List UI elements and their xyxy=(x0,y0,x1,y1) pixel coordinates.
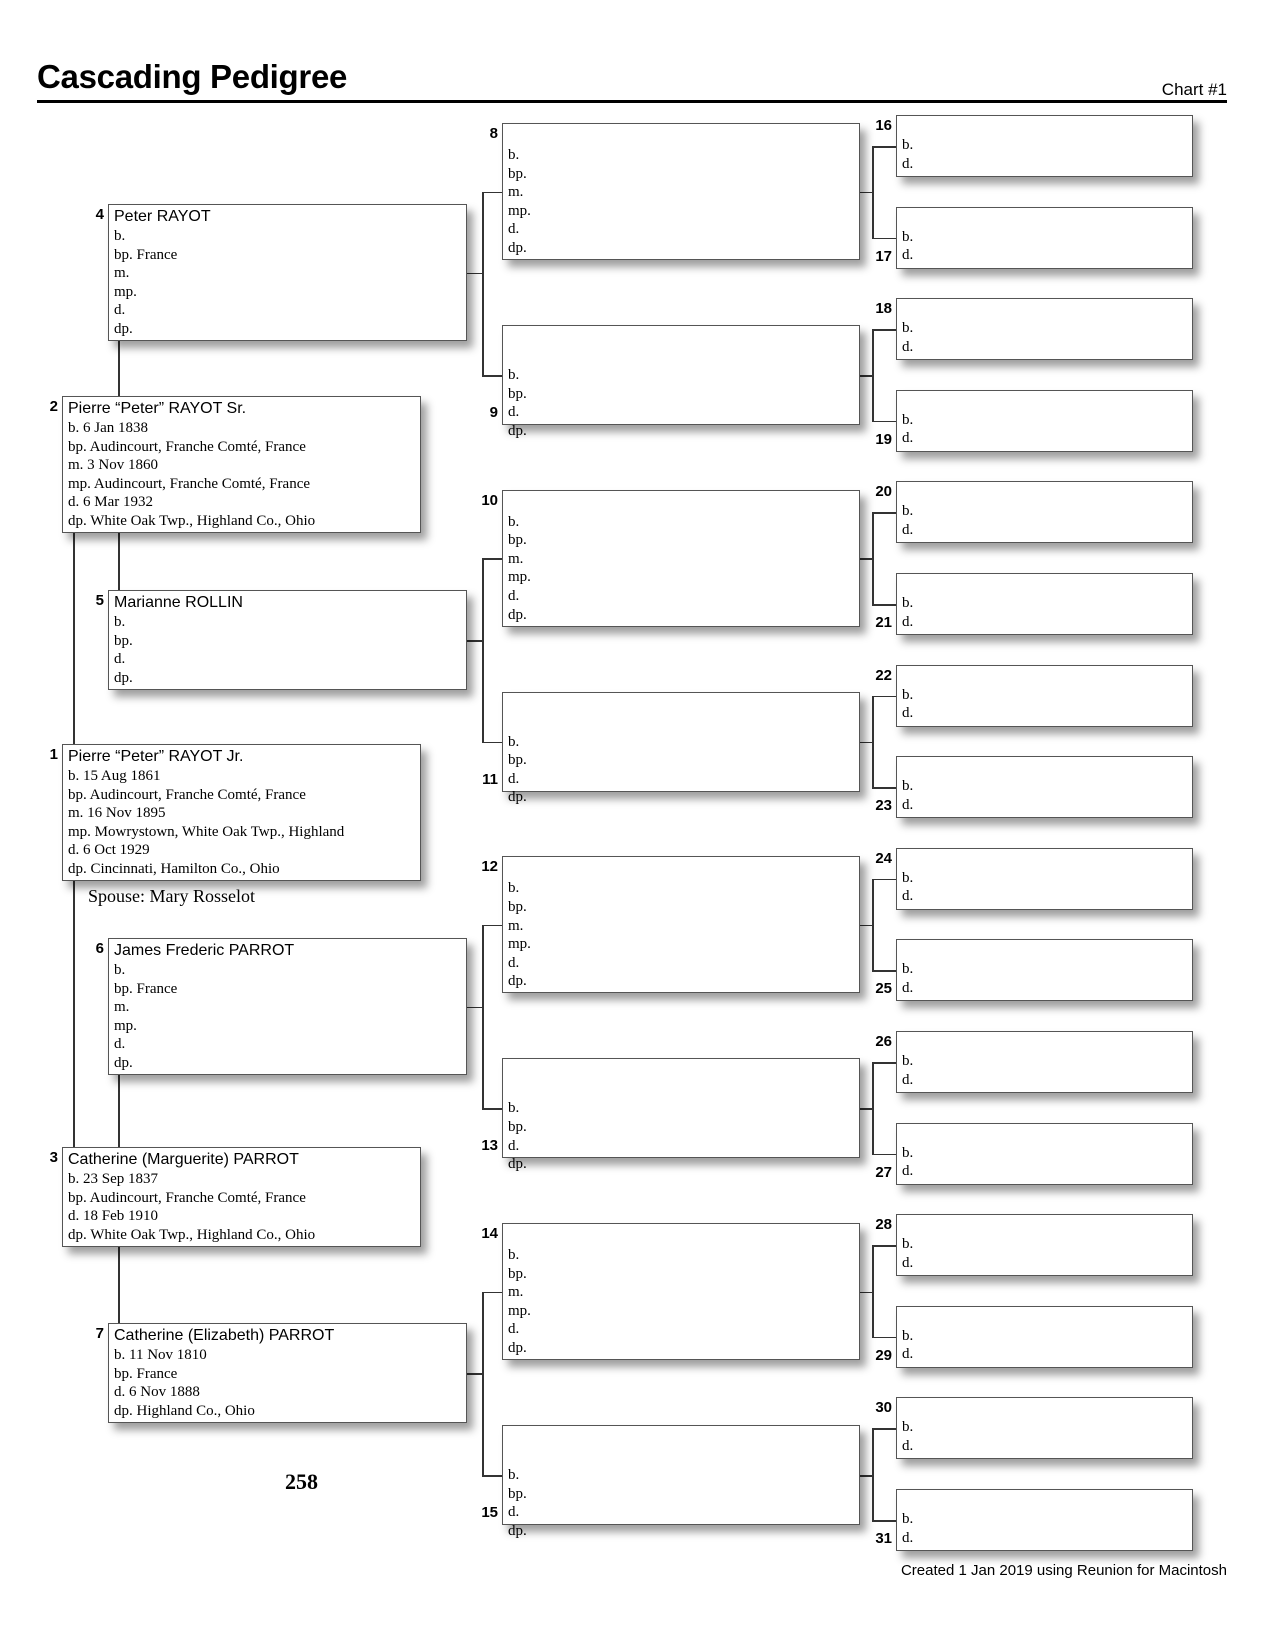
connector-h xyxy=(467,1373,482,1375)
connector-h xyxy=(482,558,502,560)
person-box-8[interactable] xyxy=(502,123,860,260)
person-detail-line: mp. Mowrystown, White Oak Twp., Highland xyxy=(68,823,345,840)
person-name xyxy=(508,328,859,366)
person-detail-line: b. xyxy=(114,962,126,978)
connector-2-4 xyxy=(118,341,120,396)
ahnentafel-number: 20 xyxy=(875,483,892,501)
person-detail-line: b. xyxy=(902,961,914,978)
person-detail-line: d. xyxy=(902,1529,914,1546)
person-box-3[interactable] xyxy=(62,1147,421,1247)
ahnentafel-number: 26 xyxy=(875,1033,892,1050)
person-name xyxy=(508,1226,859,1246)
person-box-7[interactable] xyxy=(108,1323,467,1423)
connector-h xyxy=(467,1007,482,1009)
person-detail-line: mp. Audincourt, Franche Comté, France xyxy=(68,475,311,492)
person-detail-line: bp. Audincourt, Franche Comté, France xyxy=(68,786,306,803)
ahnentafel-number: 27 xyxy=(875,1163,892,1181)
person-box-19[interactable] xyxy=(896,390,1193,452)
connector-h xyxy=(467,273,482,275)
connector-h xyxy=(482,925,502,927)
person-name xyxy=(902,668,1192,686)
person-detail-line: d. xyxy=(902,796,914,813)
person-name xyxy=(902,576,1192,594)
footer-credit: Created 1 Jan 2019 using Reunion for Macintosh xyxy=(900,1562,1227,1579)
person-detail-line: b. xyxy=(902,1327,914,1344)
ahnentafel-number: 12 xyxy=(481,858,498,876)
person-detail-line: d. xyxy=(902,430,914,447)
person-detail-line: bp. xyxy=(508,1265,527,1282)
person-detail-line: b. xyxy=(902,869,914,886)
person-detail-line: d. xyxy=(902,613,914,630)
person-detail-line: d. xyxy=(902,705,914,722)
person-detail-line: dp. xyxy=(508,973,527,990)
chart-number: Chart #1 xyxy=(1161,80,1227,99)
person-detail-line: dp. xyxy=(508,1340,527,1357)
connector-h xyxy=(860,558,872,560)
connector-h xyxy=(860,925,872,927)
person-box-10[interactable] xyxy=(502,490,860,627)
person-detail-line: bp. France xyxy=(114,980,178,997)
person-detail-line: mp. xyxy=(508,1302,531,1319)
person-detail-line: b. xyxy=(902,1053,914,1069)
person-detail-line: m. xyxy=(508,1284,524,1301)
person-detail-line: b. xyxy=(902,1419,914,1436)
person-detail-line: d. xyxy=(508,588,520,605)
person-detail-line: d. xyxy=(508,404,520,421)
ahnentafel-number: 14 xyxy=(481,1225,498,1243)
ahnentafel-number: 3 xyxy=(49,1149,58,1166)
connector-h xyxy=(860,1108,872,1110)
connector-h xyxy=(482,742,502,744)
connector-h xyxy=(872,604,896,606)
person-name xyxy=(902,118,1192,136)
person-detail-line: b. 11 Nov 1810 xyxy=(114,1347,207,1363)
person-detail-line: b. xyxy=(508,1467,520,1484)
person-detail-line: b. 6 Jan 1838 xyxy=(68,420,148,436)
connector-h xyxy=(860,375,872,377)
ahnentafel-number: 13 xyxy=(481,1137,498,1155)
connector-h xyxy=(872,1337,896,1339)
ahnentafel-number: 30 xyxy=(875,1399,892,1417)
connector-h xyxy=(872,787,896,789)
person-name xyxy=(902,210,1192,228)
ahnentafel-number: 11 xyxy=(482,770,498,788)
person-detail-line: b. xyxy=(902,411,914,428)
person-detail-line: bp. xyxy=(508,532,527,549)
connector-h xyxy=(482,375,502,377)
ahnentafel-number: 1 xyxy=(49,746,58,763)
person-detail-line: d. xyxy=(508,954,520,971)
person-box-28[interactable] xyxy=(896,1214,1193,1276)
person-detail-line: bp. xyxy=(114,632,133,649)
person-name xyxy=(902,942,1192,960)
header-rule xyxy=(37,100,1227,103)
ahnentafel-number: 4 xyxy=(95,206,104,223)
person-name xyxy=(508,1061,859,1099)
connector-h xyxy=(872,1428,896,1430)
connector-h xyxy=(872,1520,896,1522)
person-detail-line: b. xyxy=(902,778,914,795)
person-detail-line: b. xyxy=(508,147,520,163)
person-box-30[interactable] xyxy=(896,1397,1193,1459)
ahnentafel-number: 7 xyxy=(95,1325,104,1342)
connector-h xyxy=(872,1154,896,1156)
spouse-note: Spouse: Mary Rosselot xyxy=(88,886,256,906)
person-detail-line: d. xyxy=(508,1504,520,1521)
ahnentafel-number: 23 xyxy=(875,797,892,815)
person-detail-line: d. xyxy=(114,1036,126,1053)
person-detail-line: b. xyxy=(508,367,520,383)
person-detail-line: dp. xyxy=(508,789,527,806)
connector-h xyxy=(482,1292,502,1294)
person-box-31[interactable] xyxy=(896,1489,1193,1551)
ahnentafel-number: 29 xyxy=(875,1346,892,1364)
person-detail-line: b. xyxy=(902,320,914,337)
person-name xyxy=(902,1309,1192,1327)
person-detail-line: bp. xyxy=(508,1118,527,1135)
person-detail-line: b. xyxy=(902,686,914,703)
person-name xyxy=(902,1034,1192,1052)
person-detail-line: b. xyxy=(902,1144,914,1161)
person-detail-line: dp. xyxy=(508,1522,527,1539)
person-name xyxy=(508,126,859,146)
person-name xyxy=(508,859,859,879)
person-name xyxy=(508,695,859,733)
person-detail-line: dp. White Oak Twp., Highland Co., Ohio xyxy=(68,512,316,529)
person-detail-line: bp. Audincourt, Franche Comté, France xyxy=(68,438,306,455)
person-detail-line: mp. xyxy=(114,1017,137,1034)
connector-h xyxy=(482,1108,502,1110)
person-name xyxy=(902,393,1192,411)
person-box-4[interactable] xyxy=(108,204,467,341)
person-box-27[interactable] xyxy=(896,1123,1193,1185)
person-detail-line: mp. xyxy=(114,283,137,300)
person-detail-line: dp. xyxy=(114,320,133,337)
person-detail-line: b. xyxy=(902,595,914,611)
ahnentafel-number: 6 xyxy=(95,940,104,957)
ahnentafel-number: 10 xyxy=(481,491,498,509)
person-detail-line: dp. xyxy=(114,669,133,686)
connector-v xyxy=(872,696,874,788)
person-box-22[interactable] xyxy=(896,665,1193,727)
ahnentafel-number: 25 xyxy=(875,980,892,998)
person-detail-line: dp. Cincinnati, Hamilton Co., Ohio xyxy=(68,860,280,877)
connector-h xyxy=(860,1292,872,1294)
person-detail-line: b. xyxy=(508,513,520,530)
person-detail-line: b. xyxy=(114,228,126,244)
person-name: Catherine (Marguerite) PARROT xyxy=(68,1151,299,1168)
connector-h xyxy=(860,192,872,194)
connector-v xyxy=(482,1292,484,1476)
connector-h xyxy=(872,238,896,240)
person-detail-line: d. xyxy=(508,221,520,238)
connector-h xyxy=(872,696,896,698)
person-detail-line: d. xyxy=(902,1071,914,1088)
person-detail-line: dp. Highland Co., Ohio xyxy=(114,1402,255,1419)
person-detail-line: bp. xyxy=(508,165,527,182)
person-name xyxy=(508,1428,859,1466)
page-number: 258 xyxy=(285,1469,318,1494)
person-name: Peter RAYOT xyxy=(114,208,211,225)
connector-v xyxy=(872,879,874,971)
person-box-15[interactable] xyxy=(502,1425,860,1539)
ahnentafel-number: 9 xyxy=(489,404,498,421)
person-detail-line: b. xyxy=(508,1247,520,1264)
person-name xyxy=(902,301,1192,319)
ahnentafel-number: 28 xyxy=(875,1216,892,1234)
person-name: Pierre “Peter” RAYOT Jr. xyxy=(68,748,244,765)
ahnentafel-number: 21 xyxy=(875,614,892,631)
person-name: Catherine (Elizabeth) PARROT xyxy=(114,1327,335,1344)
page-title: Cascading Pedigree xyxy=(37,58,348,95)
person-box-24[interactable] xyxy=(896,848,1193,910)
ahnentafel-number: 22 xyxy=(875,666,892,684)
person-detail-line: d. xyxy=(508,1137,520,1154)
person-detail-line: b. xyxy=(902,503,914,520)
person-detail-line: b. 23 Sep 1837 xyxy=(68,1171,158,1187)
person-box-29[interactable] xyxy=(896,1306,1193,1368)
ahnentafel-number: 24 xyxy=(875,849,892,867)
person-box-12[interactable] xyxy=(502,856,860,993)
person-detail-line: b. xyxy=(902,1511,914,1527)
person-name: Marianne ROLLIN xyxy=(114,594,243,611)
connector-v xyxy=(482,558,484,742)
person-detail-line: d. xyxy=(902,338,914,355)
connector-3-6 xyxy=(118,1075,120,1147)
connector-3-7 xyxy=(118,1247,120,1323)
person-detail-line: d. xyxy=(902,888,914,905)
person-box-5[interactable] xyxy=(108,590,467,690)
connector-h xyxy=(872,329,896,331)
connector-h xyxy=(467,640,482,642)
person-detail-line: dp. xyxy=(508,239,527,256)
person-detail-line: bp. Audincourt, Franche Comté, France xyxy=(68,1189,306,1206)
person-detail-line: mp. xyxy=(508,569,531,586)
ahnentafel-number: 2 xyxy=(49,398,58,415)
person-detail-line: d. 6 Nov 1888 xyxy=(114,1384,200,1401)
person-detail-line: d. xyxy=(902,1254,914,1271)
person-box-26[interactable] xyxy=(896,1031,1193,1093)
person-name xyxy=(902,851,1192,869)
ahnentafel-number: 18 xyxy=(875,300,892,318)
person-detail-line: m. xyxy=(114,999,130,1016)
person-name xyxy=(902,1217,1192,1235)
person-box-13[interactable] xyxy=(502,1058,860,1173)
ahnentafel-number: 17 xyxy=(875,247,892,265)
person-detail-line: d. xyxy=(508,1321,520,1338)
connector-v xyxy=(482,925,484,1109)
person-detail-line: d. xyxy=(902,521,914,538)
person-detail-line: dp. xyxy=(114,1054,133,1071)
person-detail-line: d. xyxy=(508,770,520,787)
person-detail-line: b. 15 Aug 1861 xyxy=(68,768,161,784)
connector-h xyxy=(872,1062,896,1064)
connector-v xyxy=(872,1245,874,1337)
ahnentafel-number: 5 xyxy=(95,592,104,609)
person-detail-line: d. xyxy=(902,155,914,172)
person-box-25[interactable] xyxy=(896,939,1193,1001)
person-box-20[interactable] xyxy=(896,481,1193,543)
connector-v xyxy=(872,512,874,604)
connector-v xyxy=(482,192,484,376)
person-detail-line: b. xyxy=(508,1100,520,1117)
person-detail-line: b. xyxy=(508,880,520,897)
person-name xyxy=(902,759,1192,777)
person-box-18[interactable] xyxy=(896,298,1193,360)
connector-h xyxy=(872,879,896,881)
person-detail-line: bp. xyxy=(508,385,527,402)
person-detail-line: m. 3 Nov 1860 xyxy=(68,457,158,474)
person-box-23[interactable] xyxy=(896,756,1193,818)
person-box-1[interactable] xyxy=(62,744,421,881)
person-detail-line: dp. xyxy=(508,422,527,439)
connector-v xyxy=(872,1062,874,1154)
person-detail-line: d. xyxy=(902,1437,914,1454)
person-box-21[interactable] xyxy=(896,573,1193,635)
connector-h xyxy=(482,192,502,194)
ahnentafel-number: 15 xyxy=(481,1504,498,1522)
person-name: Pierre “Peter” RAYOT Sr. xyxy=(68,400,247,417)
person-detail-line: d. 6 Oct 1929 xyxy=(68,842,150,859)
person-detail-line: bp. France xyxy=(114,246,178,263)
person-box-14[interactable] xyxy=(502,1223,860,1360)
person-detail-line: b. xyxy=(902,137,914,153)
person-detail-line: b. xyxy=(508,733,520,750)
person-detail-line: d. xyxy=(114,651,126,668)
ahnentafel-number: 19 xyxy=(875,430,892,448)
person-detail-line: m. xyxy=(508,550,524,567)
connector-h xyxy=(482,1475,502,1477)
person-name xyxy=(902,1492,1192,1510)
connector-h xyxy=(872,146,896,148)
person-detail-line: d. 18 Feb 1910 xyxy=(68,1208,158,1225)
connector-h xyxy=(872,512,896,514)
person-name xyxy=(902,1400,1192,1418)
person-detail-line: bp. xyxy=(508,898,527,915)
person-name xyxy=(902,484,1192,502)
connector-2-5 xyxy=(118,533,120,590)
person-detail-line: d. xyxy=(902,1346,914,1363)
person-detail-line: d. xyxy=(902,1163,914,1180)
connector-h xyxy=(872,970,896,972)
person-detail-line: m. xyxy=(508,917,524,934)
connector-h xyxy=(860,742,872,744)
person-name xyxy=(508,493,859,513)
person-box-6[interactable] xyxy=(108,938,467,1075)
person-detail-line: bp. xyxy=(508,752,527,769)
connector-v xyxy=(872,329,874,421)
person-detail-line: dp. xyxy=(508,606,527,623)
connector-h xyxy=(872,1245,896,1247)
person-box-11[interactable] xyxy=(502,692,860,806)
person-box-17[interactable] xyxy=(896,207,1193,269)
connector-v xyxy=(872,1428,874,1520)
ahnentafel-number: 16 xyxy=(875,117,892,134)
connector-v xyxy=(872,146,874,238)
person-detail-line: d. xyxy=(902,979,914,996)
person-detail-line: dp. White Oak Twp., Highland Co., Ohio xyxy=(68,1226,316,1243)
person-detail-line: m. xyxy=(114,265,130,282)
person-box-2[interactable] xyxy=(62,396,421,533)
person-detail-line: dp. xyxy=(508,1156,527,1173)
ahnentafel-number: 31 xyxy=(875,1530,892,1547)
connector-h xyxy=(872,421,896,423)
person-detail-line: bp. xyxy=(508,1485,527,1502)
person-detail-line: d. xyxy=(902,247,914,264)
person-detail-line: b. xyxy=(114,614,126,630)
person-detail-line: bp. France xyxy=(114,1365,178,1382)
person-detail-line: mp. xyxy=(508,936,531,953)
person-detail-line: m. 16 Nov 1895 xyxy=(68,805,166,822)
person-detail-line: m. xyxy=(508,184,524,201)
person-box-9[interactable] xyxy=(502,325,860,439)
person-detail-line: mp. xyxy=(508,202,531,219)
connector-h xyxy=(860,1475,872,1477)
person-detail-line: d. 6 Mar 1932 xyxy=(68,494,153,511)
person-detail-line: b. xyxy=(902,228,914,245)
person-name: James Frederic PARROT xyxy=(114,942,295,959)
person-detail-line: b. xyxy=(902,1236,914,1253)
ahnentafel-number: 8 xyxy=(489,125,498,142)
person-name xyxy=(902,1126,1192,1144)
person-box-16[interactable] xyxy=(896,115,1193,177)
person-detail-line: d. xyxy=(114,302,126,319)
